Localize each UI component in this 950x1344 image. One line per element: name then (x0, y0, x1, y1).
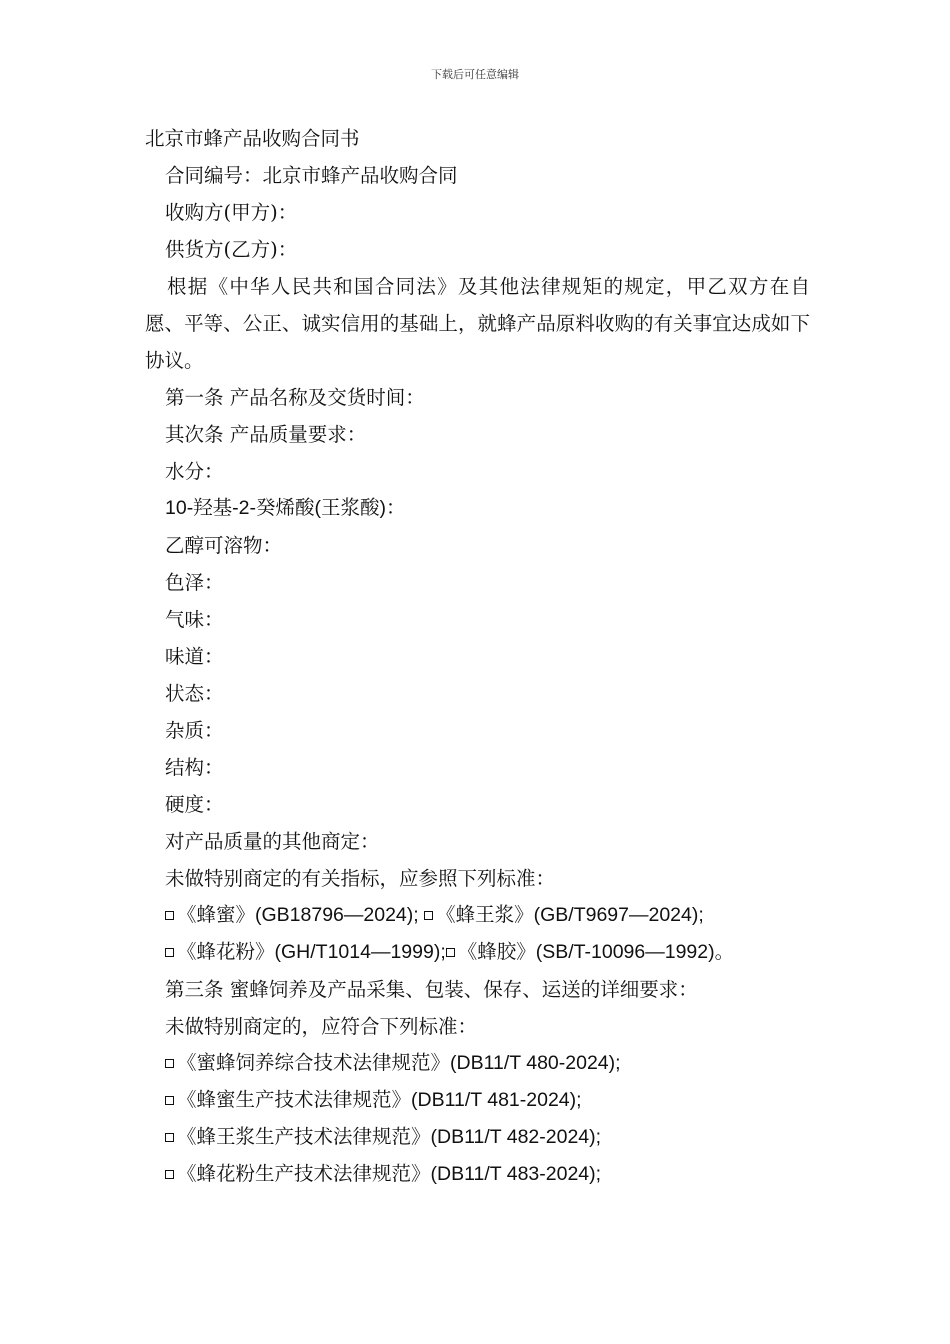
checkbox-icon (165, 948, 174, 957)
quality-item-state: 状态： (165, 682, 224, 705)
article-3-standard: 《蜂王浆生产技术法律规范》(DB11/T 482-2024); (145, 1119, 810, 1156)
checkbox-icon (165, 1133, 174, 1142)
quality-item-hardness: 硬度： (165, 793, 224, 816)
checkbox-icon (424, 911, 433, 920)
standard-bee-pollen: 《蜂花粉》(GH/T1014—1999); (177, 941, 446, 963)
article-3-standard: 《蜂蜜生产技术法律规范》(DB11/T 481-2024); (145, 1082, 810, 1119)
standards-row-2 (145, 934, 810, 971)
article-3-intro: 未做特别商定的，应符合下列标准： (165, 1015, 478, 1038)
header-note: 下载后可任意编辑 (431, 68, 519, 81)
checkbox-icon (446, 948, 455, 957)
standard-royal-jelly: 《蜂王浆》(GB/T9697—2024); (436, 904, 704, 926)
quality-item-ethanol-soluble: 乙醇可溶物： (165, 534, 283, 557)
checkbox-icon (165, 1170, 174, 1179)
checkbox-icon (165, 911, 174, 920)
standard-propolis: 《蜂胶》(SB/T-10096—1992)。 (457, 941, 735, 963)
quality-item-taste: 味道： (165, 645, 224, 668)
intro-paragraph: 根据《中华人民共和国合同法》及其他法律规矩的规定，甲乙双方在自愿、平等、公正、诚实信用的基础上，就蜂产品原料收购的有关事宜达成如下协议。 (145, 275, 810, 372)
other-terms: 对产品质量的其他商定： (165, 830, 380, 853)
article-3-standard: 《蜜蜂饲养综合技术法律规范》(DB11/T 480-2024); (145, 1045, 810, 1082)
quality-item-structure: 结构： (165, 756, 224, 779)
standard-honey: 《蜂蜜》(GB18796—2024); (177, 904, 419, 926)
quality-item-moisture: 水分： (165, 460, 224, 483)
standards-row-1 (145, 897, 810, 934)
article-2: 其次条 产品质量要求： (165, 423, 367, 446)
buyer-line: 收购方(甲方)： (165, 201, 298, 224)
quality-item-10-hda: 10-羟基-2-癸烯酸(王浆酸)： (165, 497, 406, 519)
contract-number: 合同编号：北京市蜂产品收购合同 (165, 164, 458, 187)
checkbox-icon (165, 1096, 174, 1105)
article-1: 第一条 产品名称及交货时间： (165, 386, 425, 409)
quality-item-impurity: 杂质： (165, 719, 224, 742)
standards-intro: 未做特别商定的有关指标，应参照下列标准： (165, 867, 556, 890)
quality-item-color: 色泽： (165, 571, 224, 594)
document-body (145, 120, 810, 1193)
supplier-line: 供货方(乙方)： (165, 238, 298, 261)
quality-item-odor: 气味： (165, 608, 224, 631)
article-3: 第三条 蜜蜂饲养及产品采集、包装、保存、运送的详细要求： (165, 978, 698, 1001)
article-3-standard: 《蜂花粉生产技术法律规范》(DB11/T 483-2024); (145, 1156, 810, 1193)
checkbox-icon (165, 1059, 174, 1068)
document-title: 北京市蜂产品收购合同书 (145, 127, 360, 150)
